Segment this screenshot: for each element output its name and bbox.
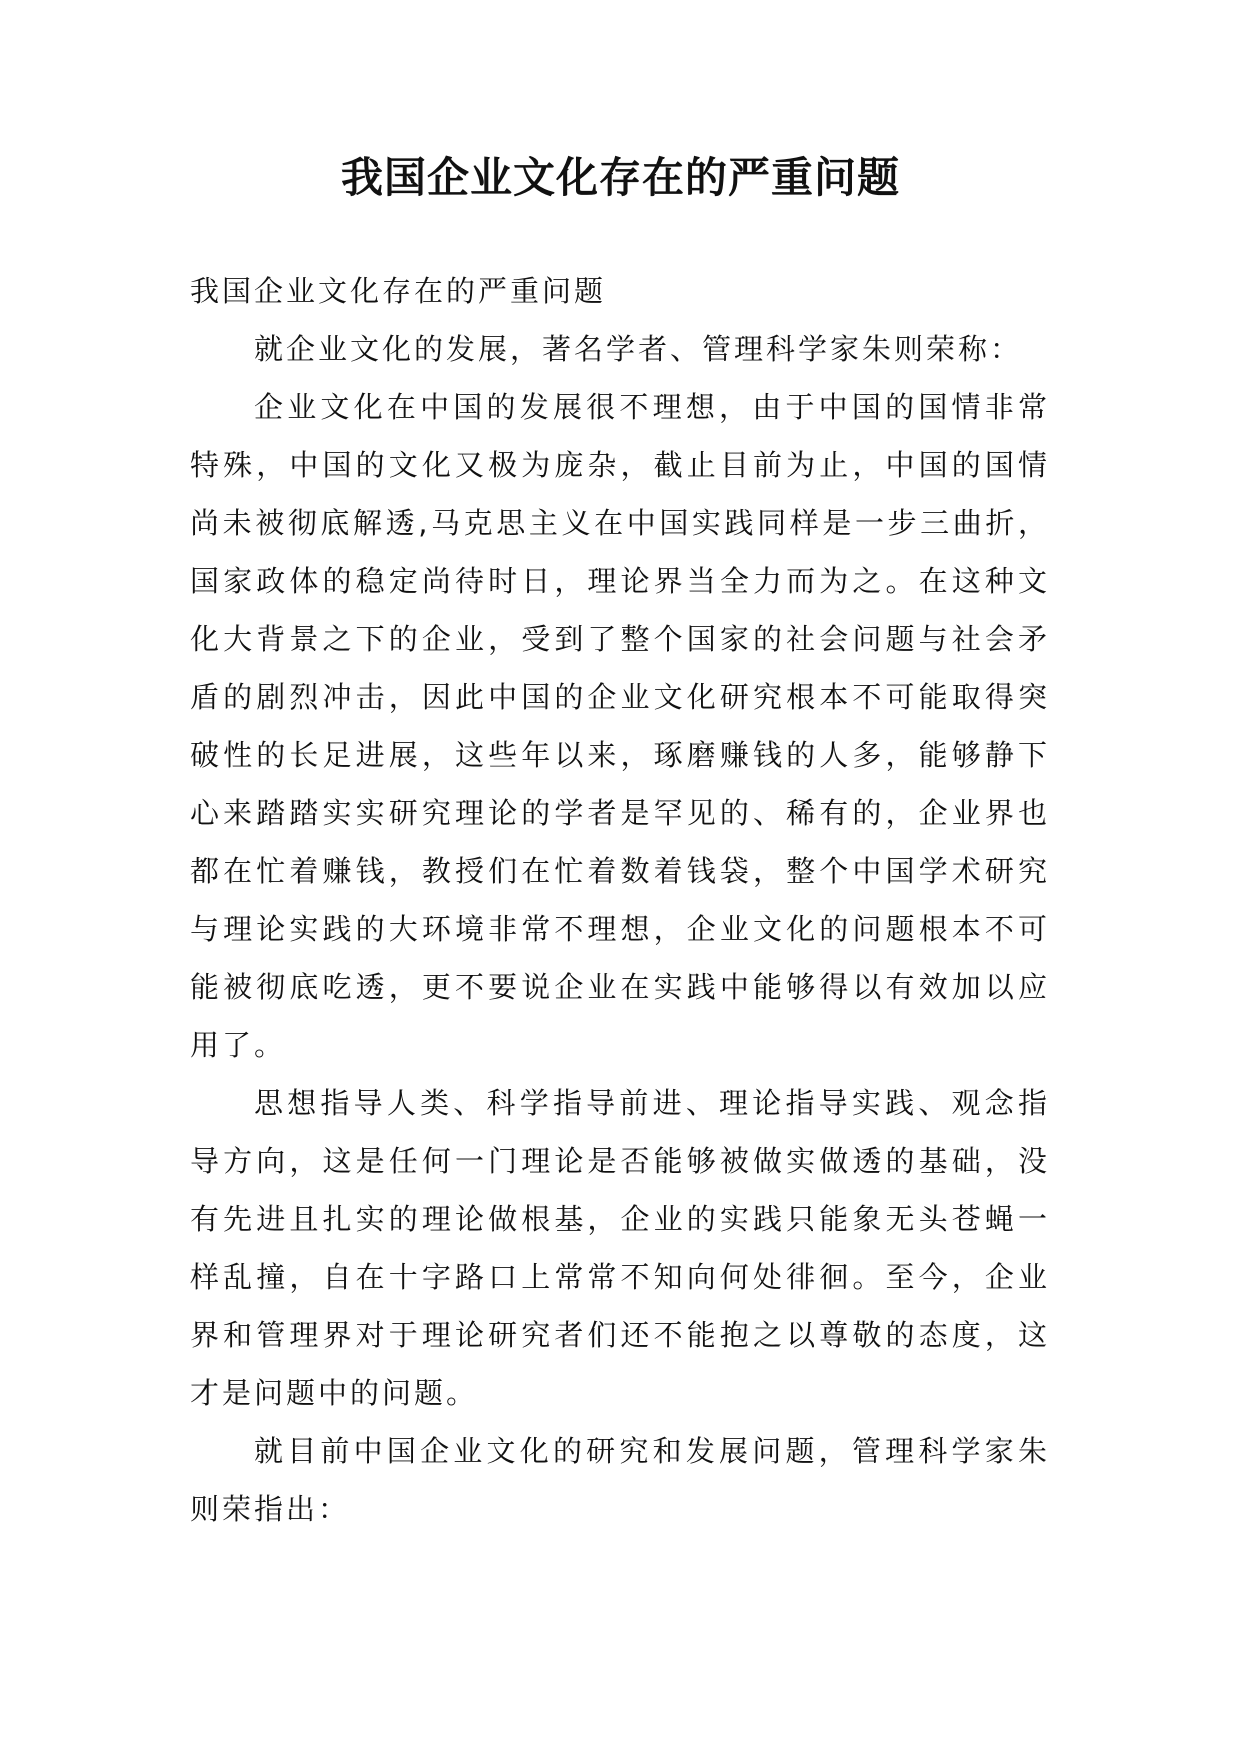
paragraph-quote-1: 企业文化在中国的发展很不理想，由于中国的国情非常特殊，中国的文化又极为庞杂，截止目前为止，中国的国情尚未被彻底解透,马克思主义在中国实践同样是一步三曲折，国家政体的稳定尚待时日，理论界当全力而为之。在这种文化大背景之下的企业，受到了整个国家的社会问题与社会矛盾的剧烈冲击，因此中国的企业文化研究根本不可能取得突破性的长足进展，这些年以来，琢磨赚钱的人多，能够静下心来踏踏实实研究理论的学者是罕见的、稀有的，企业界也都在忙着赚钱，教授们在忙着数着钱袋，整个中国学术研究与理论实践的大环境非常不理想，企业文化的问题根本不可能被彻底吃透，更不要说企业在实践中能够得以有效加以应用了。 (190, 390, 1050, 1062)
paragraph-closing: 就目前中国企业文化的研究和发展问题，管理科学家朱则荣指出： (190, 1434, 1050, 1526)
paragraph-quote-2: 思想指导人类、科学指导前进、理论指导实践、观念指导方向，这是任何一门理论是否能够被做实做透的基础，没有先进且扎实的理论做根基，企业的实践只能象无头苍蝇一样乱撞，自在十字路口上常常不知向何处徘徊。至今，企业界和管理界对于理论研究者们还不能抱之以尊敬的态度，这才是问题中的问题。 (190, 1086, 1050, 1410)
paragraph-subtitle: 我国企业文化存在的严重问题 (190, 274, 607, 308)
document-body (190, 262, 1050, 1538)
paragraph-intro: 就企业文化的发展，著名学者、管理科学家朱则荣称： (254, 332, 1023, 366)
document-title: 我国企业文化存在的严重问题 (340, 153, 900, 202)
